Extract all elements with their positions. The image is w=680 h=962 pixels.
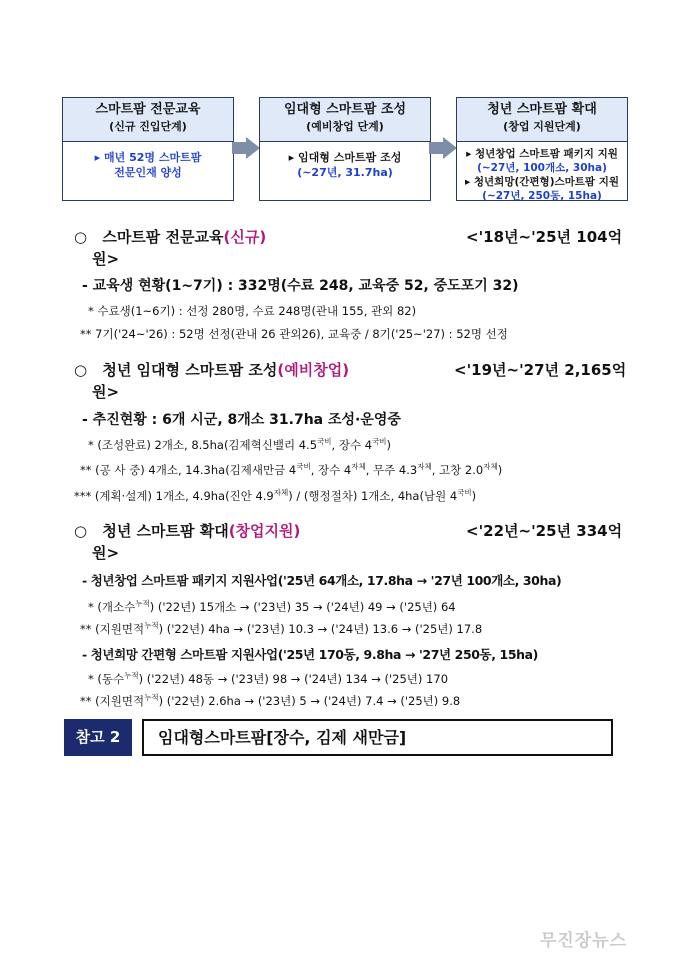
flow-box-rental [259, 97, 431, 201]
flow-box-stage: (창업 지원단계) [503, 120, 581, 133]
flow-box-stage: (신규 진입단계) [109, 120, 187, 133]
flow-box-stage: (예비창업 단계) [306, 120, 384, 133]
arrow-right-icon [443, 137, 457, 159]
section-title: 스마트팜 전문교육 [102, 228, 224, 246]
section-title-highlight: (신규) [223, 228, 267, 246]
section-heading-rental [74, 359, 634, 380]
flow-item: (~27년, 100개소, 30ha) [477, 162, 607, 174]
section-period: <'18년~'25년 104억 [466, 228, 623, 246]
watermark-logo: 무진장뉴스 [540, 931, 628, 951]
section-period-cont: 원> [92, 250, 120, 268]
flow-item: ▸ 매년 52명 스마트팜 [94, 151, 202, 164]
flow-item: ▸ 청년희망(간편형)스마트팜 지원 [464, 176, 620, 188]
section-bullet: ○ [74, 361, 88, 379]
flow-item: (~27년, 250동, 15ha) [482, 190, 602, 202]
section-bullet: ○ [74, 228, 88, 246]
section-title: 청년 스마트팜 확대 [102, 522, 229, 540]
flow-box-education [62, 97, 234, 201]
section-heading-expansion [74, 520, 634, 541]
footnote: * 수료생(1~6기) : 선정 280명, 수료 248명(관내 155, 관외 82) [88, 304, 417, 318]
reference-title: 임대형스마트팜[장수, 김제 새만금] [142, 719, 613, 756]
reference-box [64, 719, 613, 756]
section-title: 청년 임대형 스마트팜 조성 [102, 361, 278, 379]
footnote: ** (지원면적$^{누적}$) ('22년) 2.6ha → ('23년) 5 → ('24년) 7.4 → ('25년) 9.8 [80, 693, 461, 708]
flow-box-expansion [456, 97, 628, 201]
flow-item: (~27년, 31.7ha) [297, 166, 393, 179]
section-period: <'22년~'25년 334억 [466, 522, 623, 540]
section-period-cont: 원> [92, 544, 120, 562]
section-title-highlight: (창업지원) [228, 522, 301, 540]
flow-box-title: 청년 스마트팜 확대 [487, 102, 597, 117]
flow-box-title: 스마트팜 전문교육 [95, 102, 201, 117]
footnote: ** 7기('24~'26) : 52명 선정(관내 26 관외26), 교육중 / 8기('25~'27) : 52명 선정 [80, 327, 508, 341]
section-title-highlight: (예비창업) [277, 361, 350, 379]
flow-item: 전문인재 양성 [114, 166, 182, 179]
arrow-right-icon [246, 137, 260, 159]
section-period-cont: 원> [92, 383, 120, 401]
sub-item: - 청년희망 간편형 스마트팜 지원사업('25년 170동, 9.8ha → '27년 250동, 15ha) [82, 647, 538, 662]
section-bullet: ○ [74, 522, 88, 540]
footnote: * (동수$^{누적}$) ('22년) 48동 → ('23년) 98 → ('24년) 134 → ('25년) 170 [88, 671, 449, 686]
sub-item: - 추진현황 : 6개 시군, 8개소 31.7ha 조성·운영중 [82, 412, 401, 428]
footnote: * (조성완료) 2개소, 8.5ha(김제혁신밸리 $4.5^{국비}$, 장수 $4^{국비}$) [88, 437, 392, 452]
footnote: ** (공 사 중) 4개소, 14.3ha(김제새만금 $4^{국비}$, 장수 $4^{자체}$, 무주 $4.3^{자체}$, 고창 $2.0^{자체}$) [80, 462, 503, 477]
section-period: <'19년~'27년 2,165억 [454, 361, 627, 379]
sub-item: - 교육생 현황(1~7기) : 332명(수료 248, 교육중 52, 중도포기 32) [82, 278, 519, 294]
footnote: *** (계획·설계) 1개소, 4.9ha(진안 $4.9^{자체}$) / (행정절차) 1개소, 4ha(남원 $4^{국비}$) [74, 488, 477, 503]
sub-item: - 청년창업 스마트팜 패키지 지원사업('25년 64개소, 17.8ha → '27년 100개소, 30ha) [82, 573, 562, 588]
reference-tag: 참고 2 [64, 719, 132, 756]
footnote: ** (지원면적$^{누적}$) ('22년) 4ha → ('23년) 10.3 → ('24년) 13.6 → ('25년) 17.8 [80, 621, 483, 636]
flow-box-title: 임대형 스마트팜 조성 [283, 102, 407, 117]
flow-item: ▸ 청년창업 스마트팜 패키지 지원 [466, 148, 618, 160]
footnote: * (개소수$^{누적}$) ('22년) 15개소 → ('23년) 35 → ('24년) 49 → ('25년) 64 [88, 599, 456, 614]
process-flow [62, 97, 628, 201]
section-heading-education [74, 226, 634, 247]
flow-item: ▸ 임대형 스마트팜 조성 [288, 151, 402, 164]
